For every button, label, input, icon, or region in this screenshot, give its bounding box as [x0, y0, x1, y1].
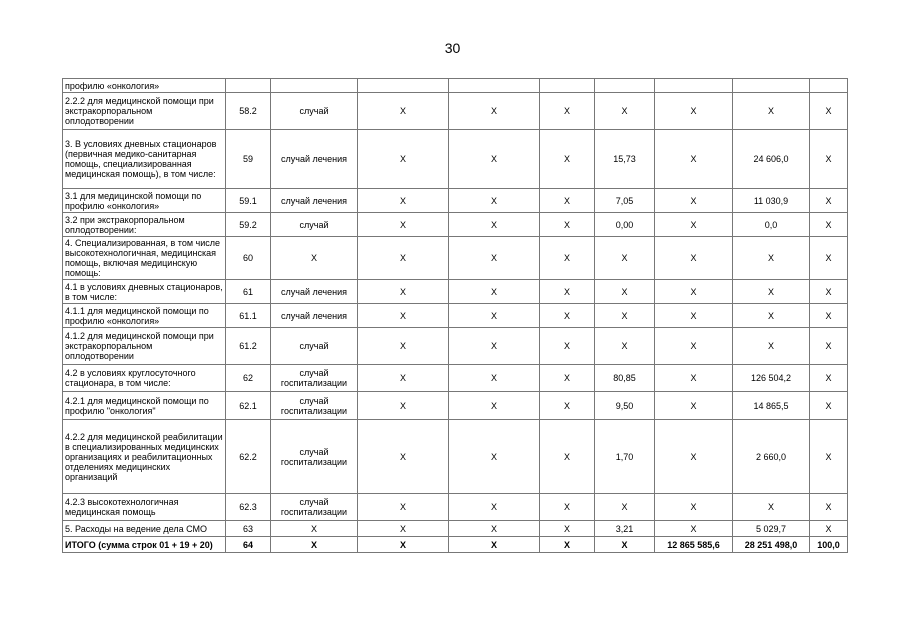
table-cell: X [655, 494, 733, 521]
row-label-cell: 4.1.2 для медицинской помощи при экстракорпоральном оплодотворении [63, 328, 226, 365]
row-label-cell: 4.2.1 для медицинской помощи по профилю "онкология" [63, 392, 226, 420]
row-label-cell: 4.2.2 для медицинской реабилитации в специализированных медицинских организациях и реабилитационных отделениях медицинских организаций [63, 420, 226, 494]
page-number: 30 [444, 40, 461, 56]
table-cell: X [810, 328, 848, 365]
table-cell: X [449, 93, 540, 130]
row-label-cell: 3. В условиях дневных стационаров (первичная медико-санитарная помощь, специализированная медицинская помощь), в том числе: [63, 130, 226, 189]
table-cell: X [540, 537, 595, 553]
table-cell: X [540, 130, 595, 189]
table-cell: X [595, 237, 655, 280]
table-cell: 100,0 [810, 537, 848, 553]
table-cell: X [449, 392, 540, 420]
table-cell: X [358, 280, 449, 304]
table-cell: X [449, 494, 540, 521]
table-cell: 64 [226, 537, 271, 553]
table-cell: X [449, 304, 540, 328]
table-cell: 2 660,0 [733, 420, 810, 494]
table-cell: X [810, 392, 848, 420]
table-cell: X [358, 189, 449, 213]
table-cell: 59.1 [226, 189, 271, 213]
table-row [63, 189, 848, 213]
table-cell: X [358, 420, 449, 494]
table-cell: X [655, 420, 733, 494]
table-cell: 1,70 [595, 420, 655, 494]
table-cell: 28 251 498,0 [733, 537, 810, 553]
table-cell: X [540, 237, 595, 280]
table-cell [358, 79, 449, 93]
table-cell: X [810, 213, 848, 237]
table-cell: X [595, 304, 655, 328]
table-cell: X [358, 494, 449, 521]
table-cell: X [540, 189, 595, 213]
table-cell: X [271, 237, 358, 280]
table-cell [733, 79, 810, 93]
table-cell: 14 865,5 [733, 392, 810, 420]
table-cell: X [810, 237, 848, 280]
table-cell: X [595, 537, 655, 553]
table-cell: X [733, 237, 810, 280]
table-cell: X [810, 130, 848, 189]
table-cell: X [449, 130, 540, 189]
row-label-cell: ИТОГО (сумма строк 01 + 19 + 20) [63, 537, 226, 553]
table-cell: случай госпитализации [271, 365, 358, 392]
table-cell [810, 79, 848, 93]
table-cell: X [733, 93, 810, 130]
row-label-cell: 4.1.1 для медицинской помощи по профилю «онкология» [63, 304, 226, 328]
table-cell: X [358, 537, 449, 553]
table-cell: X [449, 189, 540, 213]
table-cell: 62.1 [226, 392, 271, 420]
table-row [63, 237, 848, 280]
table-cell: X [449, 328, 540, 365]
table-row [63, 365, 848, 392]
table-cell: 61.1 [226, 304, 271, 328]
table-row [63, 521, 848, 537]
table-cell: X [449, 537, 540, 553]
table-cell: случай лечения [271, 280, 358, 304]
table-cell: 59.2 [226, 213, 271, 237]
table-cell: X [540, 365, 595, 392]
table-row [63, 79, 848, 93]
table-cell: случай [271, 93, 358, 130]
row-label-cell: 4. Специализированная, в том числе высокотехнологичная, медицинская помощь, включая медицинскую помощь: [63, 237, 226, 280]
row-label-cell: 2.2.2 для медицинской помощи при экстракорпоральном оплодотворении [63, 93, 226, 130]
table-row [63, 420, 848, 494]
table-cell: X [655, 328, 733, 365]
table-cell: X [358, 237, 449, 280]
table-cell: X [358, 521, 449, 537]
table-cell: 0,00 [595, 213, 655, 237]
table-cell: 15,73 [595, 130, 655, 189]
table-cell: X [655, 521, 733, 537]
table-cell: X [540, 213, 595, 237]
table-cell: 0,0 [733, 213, 810, 237]
table-cell: 62 [226, 365, 271, 392]
table-cell [449, 79, 540, 93]
table-cell: X [540, 521, 595, 537]
table-cell: X [449, 280, 540, 304]
table-cell: X [595, 93, 655, 130]
row-label-cell: 4.1 в условиях дневных стационаров, в том числе: [63, 280, 226, 304]
table-cell: X [655, 189, 733, 213]
table-cell: X [655, 237, 733, 280]
table-cell: X [271, 537, 358, 553]
table-row [63, 537, 848, 553]
table-cell: X [595, 280, 655, 304]
table-cell: X [540, 93, 595, 130]
table-cell: X [540, 420, 595, 494]
table-cell: X [358, 328, 449, 365]
table-cell: случай лечения [271, 130, 358, 189]
table-cell: 59 [226, 130, 271, 189]
table-cell: X [810, 93, 848, 130]
table-row [63, 213, 848, 237]
row-label-cell: профилю «онкология» [63, 79, 226, 93]
table-cell: X [655, 280, 733, 304]
table-cell: 63 [226, 521, 271, 537]
table-row [63, 392, 848, 420]
table-cell: X [271, 521, 358, 537]
table-cell: случай лечения [271, 304, 358, 328]
table-cell: X [655, 93, 733, 130]
table-cell: 62.2 [226, 420, 271, 494]
table-cell [655, 79, 733, 93]
table-cell: случай госпитализации [271, 420, 358, 494]
table-cell: 80,85 [595, 365, 655, 392]
table-row [63, 494, 848, 521]
table-cell: X [810, 189, 848, 213]
table-cell: X [655, 130, 733, 189]
table-cell: X [540, 392, 595, 420]
table-row [63, 280, 848, 304]
table-cell: X [810, 304, 848, 328]
table-cell: X [810, 365, 848, 392]
table-cell: X [810, 420, 848, 494]
table-cell: X [595, 494, 655, 521]
table-cell: 61.2 [226, 328, 271, 365]
table-cell: 24 606,0 [733, 130, 810, 189]
table-cell: X [358, 365, 449, 392]
table-cell: 58.2 [226, 93, 271, 130]
table-cell: X [449, 521, 540, 537]
table-cell: X [733, 280, 810, 304]
row-label-cell: 3.2 при экстракорпоральном оплодотворении: [63, 213, 226, 237]
table-cell: X [540, 328, 595, 365]
table-cell: 60 [226, 237, 271, 280]
table-row [63, 93, 848, 130]
table-cell: X [733, 494, 810, 521]
table-cell: 3,21 [595, 521, 655, 537]
table-cell: X [810, 494, 848, 521]
table-cell: X [358, 392, 449, 420]
table-cell: X [449, 420, 540, 494]
table-cell: случай госпитализации [271, 392, 358, 420]
table-cell: X [358, 130, 449, 189]
table-cell: X [655, 392, 733, 420]
table-row [63, 130, 848, 189]
table-cell: X [540, 494, 595, 521]
table-cell: X [449, 237, 540, 280]
table-cell: случай лечения [271, 189, 358, 213]
table-cell: X [358, 304, 449, 328]
row-label-cell: 4.2 в условиях круглосуточного стационара, в том числе: [63, 365, 226, 392]
table-cell: X [655, 213, 733, 237]
table-cell: случай [271, 328, 358, 365]
table-cell: 5 029,7 [733, 521, 810, 537]
table-cell: X [595, 328, 655, 365]
row-label-cell: 3.1 для медицинской помощи по профилю «онкология» [63, 189, 226, 213]
table-cell [226, 79, 271, 93]
table-cell: X [655, 365, 733, 392]
table-cell: случай [271, 213, 358, 237]
table-cell: 61 [226, 280, 271, 304]
table-cell: X [358, 213, 449, 237]
table-cell: X [358, 93, 449, 130]
table-cell: X [810, 521, 848, 537]
table-cell: X [810, 280, 848, 304]
row-label-cell: 5. Расходы на ведение дела СМО [63, 521, 226, 537]
table-cell [540, 79, 595, 93]
table-cell [271, 79, 358, 93]
table-cell: 7,05 [595, 189, 655, 213]
table-cell: X [449, 213, 540, 237]
table-cell: X [449, 365, 540, 392]
table-cell: 9,50 [595, 392, 655, 420]
table-row [63, 304, 848, 328]
table-cell: X [733, 328, 810, 365]
row-label-cell: 4.2.3 высокотехнологичная медицинская помощь [63, 494, 226, 521]
table-cell: 126 504,2 [733, 365, 810, 392]
table-cell: X [540, 280, 595, 304]
table-cell: 12 865 585,6 [655, 537, 733, 553]
table-cell: X [733, 304, 810, 328]
table-cell: случай госпитализации [271, 494, 358, 521]
table-cell: 62.3 [226, 494, 271, 521]
table-cell: X [540, 304, 595, 328]
table-cell [595, 79, 655, 93]
table-cell: X [655, 304, 733, 328]
table-row [63, 328, 848, 365]
financial-table [62, 78, 848, 553]
table-cell: 11 030,9 [733, 189, 810, 213]
